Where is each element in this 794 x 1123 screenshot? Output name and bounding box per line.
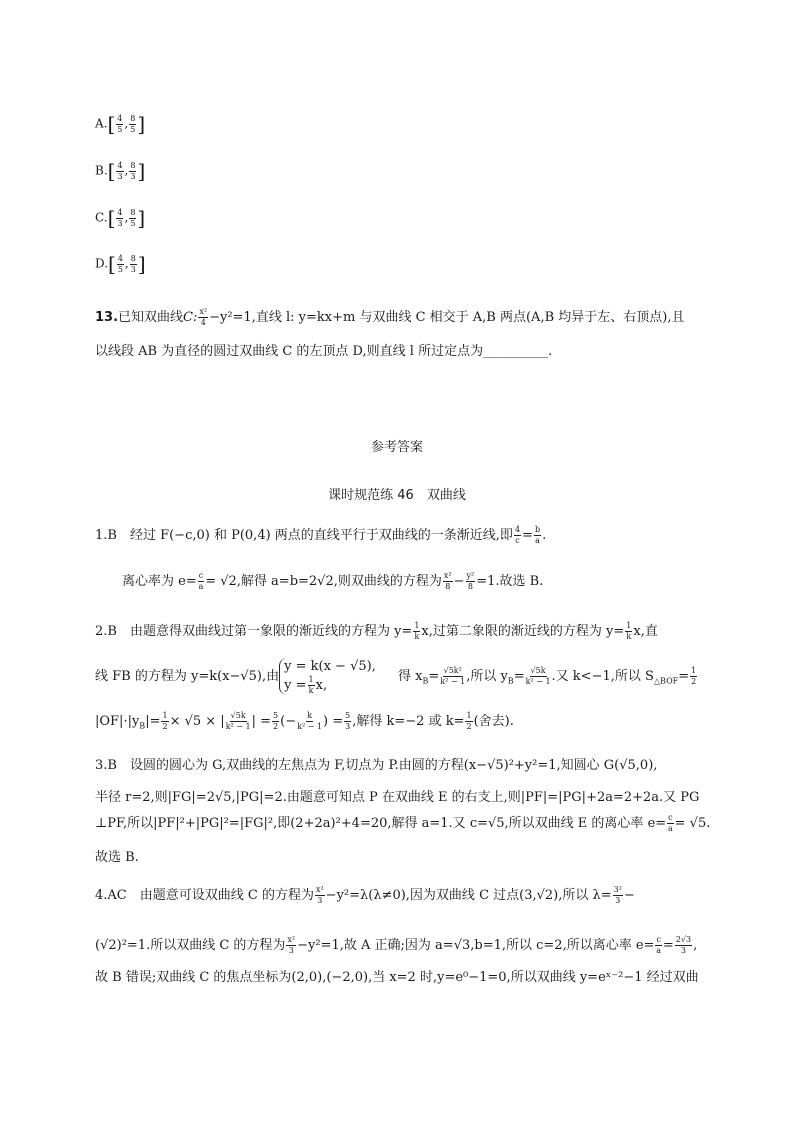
answer-3-line-2: 半径 r=2,则|FG|=2√5,|PG|=2.由题意可知点 P 在双曲线 E 的右支上,则|PF|=|PG|+2a=2+2a.又 PG xyxy=(95,790,700,805)
answer-4-line-2: (√2)²=1.所以双曲线 C 的方程为 $\frac{\text{x²}}{3}$ −y²=1,故 A 正确;因为 a=√3,b=1,所以 c=2,所以离心率 e= $\frac{c}{a}$ = $\frac{2√3}{3}$ , xyxy=(95,935,698,955)
answer-1-line-1: 1.B 经过 F(−c,0) 和 P(0,4) 两点的直线平行于双曲线的一条渐近线,即 $\frac{4}{c}$ = $\frac{b}{a}$ . xyxy=(95,525,547,545)
answer-1-line-2: 离心率为 e= $\frac{c}{a}$ = √2,解得 a=b=2√2,则双曲线的方程为 $\frac{\text{x²}}{8}$ − $\frac{\text{y²}}{8}$ =1.故选 B. xyxy=(122,571,544,591)
answer-3-line-1: 3.B 设圆的圆心为 G,双曲线的左焦点为 F,切点为 P.由圆的方程(x−√5)²+y²=1,知圆心 G(√5,0), xyxy=(95,758,658,773)
option-c[interactable]: C.[ $\frac{4}{3}$ , $\frac{8}{5}$ ] xyxy=(95,206,146,230)
option-a[interactable]: A.[ $\frac{4}{5}$ , $\frac{8}{5}$ ] xyxy=(95,112,146,136)
answer-2-line-3: $|OF|\cdot|y_B|=$ $\frac{1}{2}$ × √5 × | $\frac{√5k}{\text{k² − 1}}$ | = $\frac{5}{2}$ (− $\frac{k}{\text{k² − 1}}$ ) = $\frac{5}{3}$ ,解得 k=−2 或 k= $\frac{1}{2}$ (舍去). xyxy=(95,711,514,731)
answer-3-line-3: ⊥PF,所以|PF|²+|PG|²=|FG|²,即(2+2a)²+4=20,解得 a=1.又 c=√5,所以双曲线 E 的离心率 e= $\frac{c}{a}$ = √5. xyxy=(95,813,711,833)
section-title: 课时规范练 46 双曲线 xyxy=(328,488,466,503)
answer-2-line-2: 线 FB 的方程为 y=k(x−√5),由y = k(x − √5), y = $\frac{1}{k}$ x, 得 $x_B=$ $\frac{\text{√5k²}}{\text{k² − 1}}$ ,所以 $y_B=$ $\frac{√5k}{\text{k² − 1}}$ .又 k<−1,所以 $S_{\triangle BOF}=$ $\frac{1}{2}$ xyxy=(95,659,697,695)
question-13-line-2: 以线段 AB 为直径的圆过双曲线 C 的左顶点 D,则直线 l 所过定点为__________. xyxy=(95,344,553,359)
answer-2-line-1: 2.B 由题意得双曲线过第一象限的渐近线的方程为 y= $\frac{1}{k}$ x,过第二象限的渐近线的方程为 y= $\frac{1}{k}$ x,直 xyxy=(95,621,658,641)
option-d[interactable]: D.[ $\frac{4}{5}$ , $\frac{8}{3}$ ] xyxy=(95,252,146,276)
answer-3-line-4: 故选 B. xyxy=(95,850,139,865)
answer-4-line-1: 4.AC 由题意可设双曲线 C 的方程为 $\frac{\text{x²}}{3}$ −y²=λ(λ≠0),因为双曲线 C 过点(3,√2),所以 λ= $\frac{\text{3²}}{3}$ − xyxy=(95,885,635,905)
option-b[interactable]: B.[ $\frac{4}{3}$ , $\frac{8}{3}$ ] xyxy=(95,159,146,183)
answer-4-line-3: 故 B 错误;双曲线 C 的焦点坐标为(2,0),(−2,0),当 x=2 时,y=e⁰−1=0,所以双曲线 y=eˣ⁻²−1 经过双曲 xyxy=(95,970,699,985)
answers-title: 参考答案 xyxy=(370,440,423,455)
question-13-line-1: 13.已知双曲线C: $\frac{\text{x²}}{4}$ −y²=1,直线 l: y=kx+m 与双曲线 C 相交于 A,B 两点(A,B 均异于左、右顶点),且 xyxy=(95,307,685,327)
